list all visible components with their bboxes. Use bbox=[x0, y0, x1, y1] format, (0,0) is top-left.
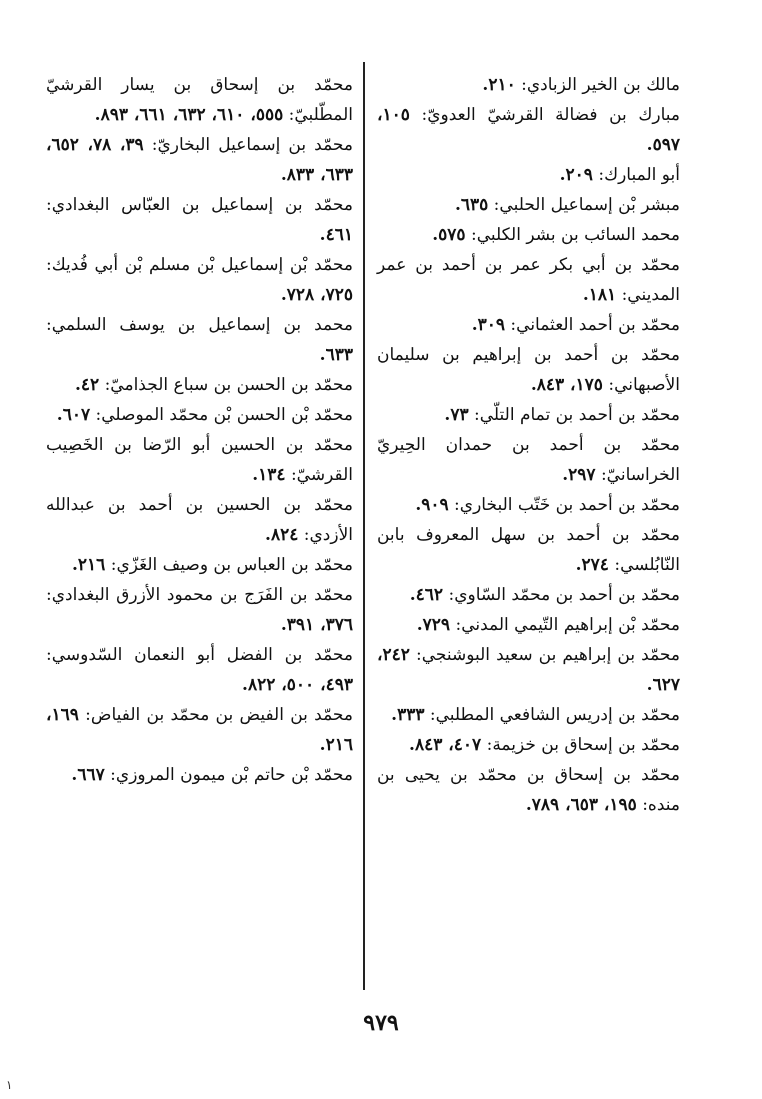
entry-name: محمّد بن الفيض بن محمّد بن الفياض: bbox=[85, 705, 353, 725]
entry-refs: ٧٣. bbox=[444, 405, 469, 425]
entry-refs: ١٧٥، ٨٤٣. bbox=[530, 375, 603, 395]
entry-refs: ٢٤٢، ٦٢٧. bbox=[376, 645, 680, 695]
entry-name: محمّد بن الفَرَج بن محمود الأزرق البغدادي: bbox=[46, 585, 353, 605]
index-entry bbox=[377, 250, 680, 310]
index-entry bbox=[46, 580, 353, 640]
entry-name: محمّد بن أحمد بن خَتّب البخاري: bbox=[454, 495, 680, 515]
entry-refs: ٣٠٩. bbox=[471, 315, 506, 335]
entry-name: محمّد بن أحمد بن إبراهيم بن سليمان الأصبهاني: bbox=[376, 345, 680, 395]
entry-name: محمّد بن الحسن بن سباع الجذاميّ: bbox=[104, 375, 353, 395]
index-entry bbox=[377, 70, 680, 100]
entry-name: محمّد بن الحسين أبو الرّضا بن الخَصِيب القرشيّ: bbox=[46, 435, 353, 485]
entry-refs: ٥٥٥، ٦١٠، ٦٣٢، ٦٦١، ٨٩٣. bbox=[94, 105, 284, 125]
entry-refs: ٤٦١. bbox=[319, 225, 353, 245]
entry-refs: ٢١٠. bbox=[482, 75, 516, 95]
entry-name: مبارك بن فضالة القرشيّ العدويّ: bbox=[421, 105, 680, 125]
entry-refs: ١٠٥، ٥٩٧. bbox=[376, 105, 680, 155]
index-entry bbox=[46, 250, 353, 310]
corner-mark: ١ bbox=[6, 1078, 13, 1092]
entry-refs: ٣٧٦، ٣٩١. bbox=[280, 615, 353, 635]
entry-refs: ٨٢٤. bbox=[265, 525, 299, 545]
entry-name: محمّد بن إسماعيل البخاريّ: bbox=[151, 135, 354, 155]
entry-refs: ٧٢٥، ٧٢٨. bbox=[280, 285, 353, 305]
entry-refs: ٤٠٧، ٨٤٣. bbox=[409, 735, 482, 755]
entry-name: محمد السائب بن بشر الكلبي: bbox=[470, 225, 680, 245]
entry-name: محمّد بن الحسين بن أحمد بن عبدالله الأزدي: bbox=[46, 495, 353, 545]
index-entry bbox=[46, 70, 353, 130]
index-entry bbox=[377, 160, 680, 190]
entry-name: محمّد بن إدريس الشافعي المطلبي: bbox=[429, 705, 680, 725]
entry-name: محمّد بن إبراهيم بن سعيد البوشنجي: bbox=[415, 645, 680, 665]
index-entry bbox=[377, 490, 680, 520]
page-number: ٩٧٩ bbox=[363, 1010, 399, 1036]
entry-refs: ٢٠٩. bbox=[559, 165, 593, 185]
column-divider bbox=[363, 62, 365, 990]
index-entry bbox=[46, 400, 353, 430]
index-entry bbox=[377, 430, 680, 490]
index-entry bbox=[377, 340, 680, 400]
entry-refs: ٤٦٢. bbox=[409, 585, 444, 605]
index-entry bbox=[377, 400, 680, 430]
entry-refs: ٣٣٣. bbox=[391, 705, 425, 725]
entry-name: محمّد بن أبي بكر عمر بن أحمد بن عمر المديني: bbox=[376, 255, 680, 305]
index-entry bbox=[377, 100, 680, 160]
index-entry bbox=[377, 220, 680, 250]
left-column bbox=[46, 62, 359, 998]
entry-refs: ٣٩، ٧٨، ٦٥٢، ٦٣٣، ٨٣٣. bbox=[46, 135, 353, 185]
index-entry bbox=[377, 190, 680, 220]
index-entry bbox=[46, 190, 353, 250]
entry-refs: ٥٧٥. bbox=[432, 225, 466, 245]
index-entry bbox=[46, 310, 353, 370]
index-entry bbox=[377, 520, 680, 580]
entry-refs: ١٨١. bbox=[582, 285, 617, 305]
entry-refs: ٧٢٩. bbox=[416, 615, 451, 635]
entry-refs: ٢١٦. bbox=[72, 555, 106, 575]
entry-name: مبشر بْن إسماعيل الحلبي: bbox=[493, 195, 680, 215]
index-entry bbox=[46, 430, 353, 490]
entry-name: محمّد بن أحمد بن تمام التلّي: bbox=[473, 405, 680, 425]
index-entry bbox=[377, 760, 680, 820]
entry-name: محمّد بن أحمد بن سهل المعروف بابن النّابُلسي: bbox=[376, 525, 680, 575]
entry-refs: ١٩٥، ٦٥٣، ٧٨٩. bbox=[525, 795, 637, 815]
index-entry bbox=[46, 760, 353, 790]
entry-name: محمّد بن أحمد بن محمّد السّاوي: bbox=[448, 585, 680, 605]
entry-refs: ١٣٤. bbox=[252, 465, 286, 485]
index-entry bbox=[377, 310, 680, 340]
index-entry bbox=[377, 610, 680, 640]
entry-name: محمّد بن أحمد بن حمدان الحِيريّ الخراسانيّ: bbox=[376, 435, 680, 485]
entry-refs: ٤٩٣، ٥٠٠، ٨٢٢. bbox=[242, 675, 353, 695]
entry-name: محمّد بن إسحاق بن محمّد بن يحيى بن منده: bbox=[376, 765, 680, 815]
entry-name: محمّد بن إسماعيل بن العبّاس البغدادي: bbox=[46, 195, 353, 215]
entry-refs: ٦٦٧. bbox=[71, 765, 105, 785]
entry-name: محمّد بن العباس بن وصيف الغَزّي: bbox=[110, 555, 353, 575]
index-entry bbox=[377, 580, 680, 610]
entry-refs: ٦٣٥. bbox=[454, 195, 489, 215]
index-entry bbox=[46, 370, 353, 400]
entry-name: محمّد بْن الحسن بْن محمّد الموصلي: bbox=[95, 405, 353, 425]
right-column bbox=[369, 62, 682, 998]
entry-name: محمّد بن إسحاق بن يسار القرشيّ المطّلبيّ: bbox=[46, 75, 353, 125]
entry-refs: ٢٩٧. bbox=[562, 465, 596, 485]
entry-refs: ٤٢. bbox=[74, 375, 100, 395]
entry-name: محمّد بْن إسماعيل بْن مسلم بْن أبي فُديك: bbox=[46, 255, 353, 275]
index-page bbox=[46, 62, 682, 998]
entry-name: محمد بن إسماعيل بن يوسف السلمي: bbox=[46, 315, 353, 335]
entry-refs: ٩٠٩. bbox=[415, 495, 449, 515]
entry-name: مالك بن الخير الزبادي: bbox=[521, 75, 680, 95]
index-entry bbox=[46, 550, 353, 580]
index-entry bbox=[377, 730, 680, 760]
entry-name: محمّد بن إسحاق بن خزيمة: bbox=[486, 735, 680, 755]
entry-name: محمّد بْن حاتم بْن ميمون المروزي: bbox=[110, 765, 353, 785]
index-entry bbox=[46, 490, 353, 550]
entry-refs: ٦٠٧. bbox=[56, 405, 91, 425]
entry-name: محمّد بن الفضل أبو النعمان السّدوسي: bbox=[46, 645, 353, 665]
entry-name: محمّد بن أحمد العثماني: bbox=[510, 315, 680, 335]
entry-refs: ٢٧٤. bbox=[575, 555, 609, 575]
index-entry bbox=[377, 700, 680, 730]
index-entry bbox=[377, 640, 680, 700]
entry-refs: ١٦٩، ٢١٦. bbox=[46, 705, 353, 755]
index-entry bbox=[46, 700, 353, 760]
entry-name: أبو المبارك: bbox=[598, 165, 680, 185]
entry-name: محمّد بْن إبراهيم التّيمي المدني: bbox=[455, 615, 680, 635]
entry-refs: ٦٣٣. bbox=[319, 345, 353, 365]
index-entry bbox=[46, 640, 353, 700]
index-entry bbox=[46, 130, 353, 190]
